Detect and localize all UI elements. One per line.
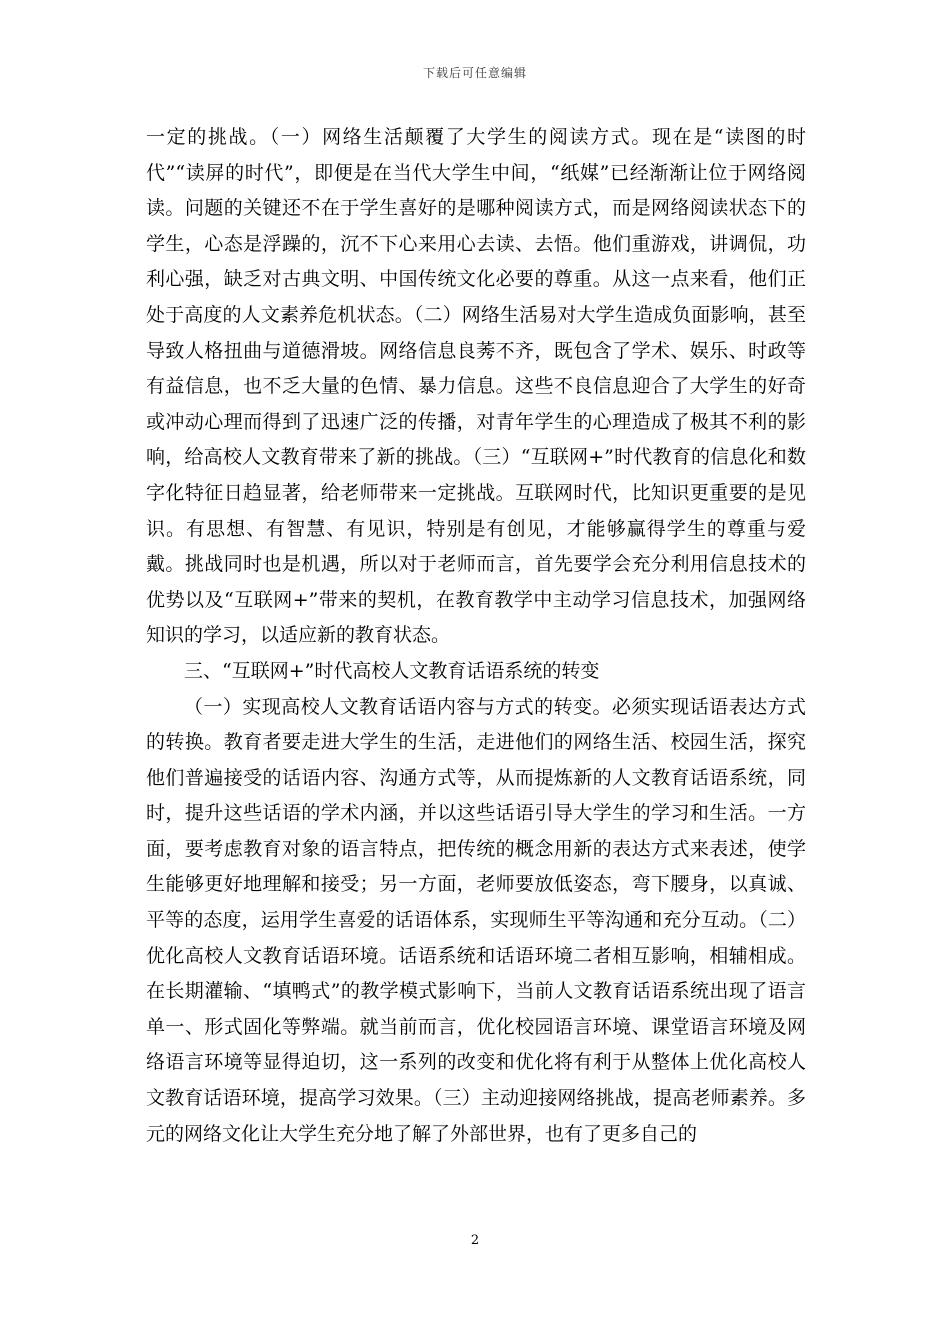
document-body	[146, 120, 806, 1152]
page-header: 下载后可任意编辑	[422, 66, 527, 80]
section-heading-3: 三、“互联网+”时代高校人文教育话语系统的转变	[184, 659, 600, 682]
paragraph-transformation: （一）实现高校人文教育话语内容与方式的转变。必须实现话语表达方式的转换。教育者要走进大学生的生活，走进他们的网络生活、校园生活，探究他们普遍接受的话语内容、沟通方式等，从而提炼新的人文教育话语系统，同时，提升这些话语的学术内涵，并以这些话语引导大学生的学习和生活。一方面，要考虑教育对象的语言特点，把传统的概念用新的表达方式来表述，使学生能够更好地理解和接受；另一方面，老师要放低姿态，弯下腰身，以真诚、平等的态度，运用学生喜爱的话语体系，实现师生平等沟通和充分互动。（二）优化高校人文教育话语环境。话语系统和话语环境二者相互影响，相辅相成。在长期灌输、“填鸭式”的教学模式影响下，当前人文教育话语系统出现了语言单一、形式固化等弊端。就当前而言，优化校园语言环境、课堂语言环境及网络语言环境等显得迫切，这一系列的改变和优化将有利于从整体上优化高校人文教育话语环境，提高学习效果。（三）主动迎接网络挑战，提高老师素养。多元的网络文化让大学生充分地了解了外部世界，也有了更多自己的	[146, 695, 806, 1145]
paragraph-challenges: 一定的挑战。（一）网络生活颠覆了大学生的阅读方式。现在是“读图的时代”“读屏的时代”，即便是在当代大学生中间，“纸媒”已经渐渐让位于网络阅读。问题的关键还不在于学生喜好的是哪种阅读方式，而是网络阅读状态下的学生，心态是浮躁的，沉不下心来用心去读、去悟。他们重游戏，讲调侃，功利心强，缺乏对古典文明、中国传统文化必要的尊重。从这一点来看，他们正处于高度的人文素养危机状态。（二）网络生活易对大学生造成负面影响，甚至导致人格扭曲与道德滑坡。网络信息良莠不齐，既包含了学术、娱乐、时政等有益信息，也不乏大量的色情、暴力信息。这些不良信息迎合了大学生的好奇或冲动心理而得到了迅速广泛的传播，对青年学生的心理造成了极其不利的影响，给高校人文教育带来了新的挑战。（三）“互联网+”时代教育的信息化和数字化特征日趋显著，给老师带来一定挑战。互联网时代，比知识更重要的是见识。有思想、有智慧、有见识，特别是有创见，才能够赢得学生的尊重与爱戴。挑战同时也是机遇，所以对于老师而言，首先要学会充分利用信息技术的优势以及“互联网+”带来的契机，在教育教学中主动学习信息技术，加强网络知识的学习，以适应新的教育状态。	[146, 126, 806, 647]
page-number: 2	[470, 1233, 480, 1248]
